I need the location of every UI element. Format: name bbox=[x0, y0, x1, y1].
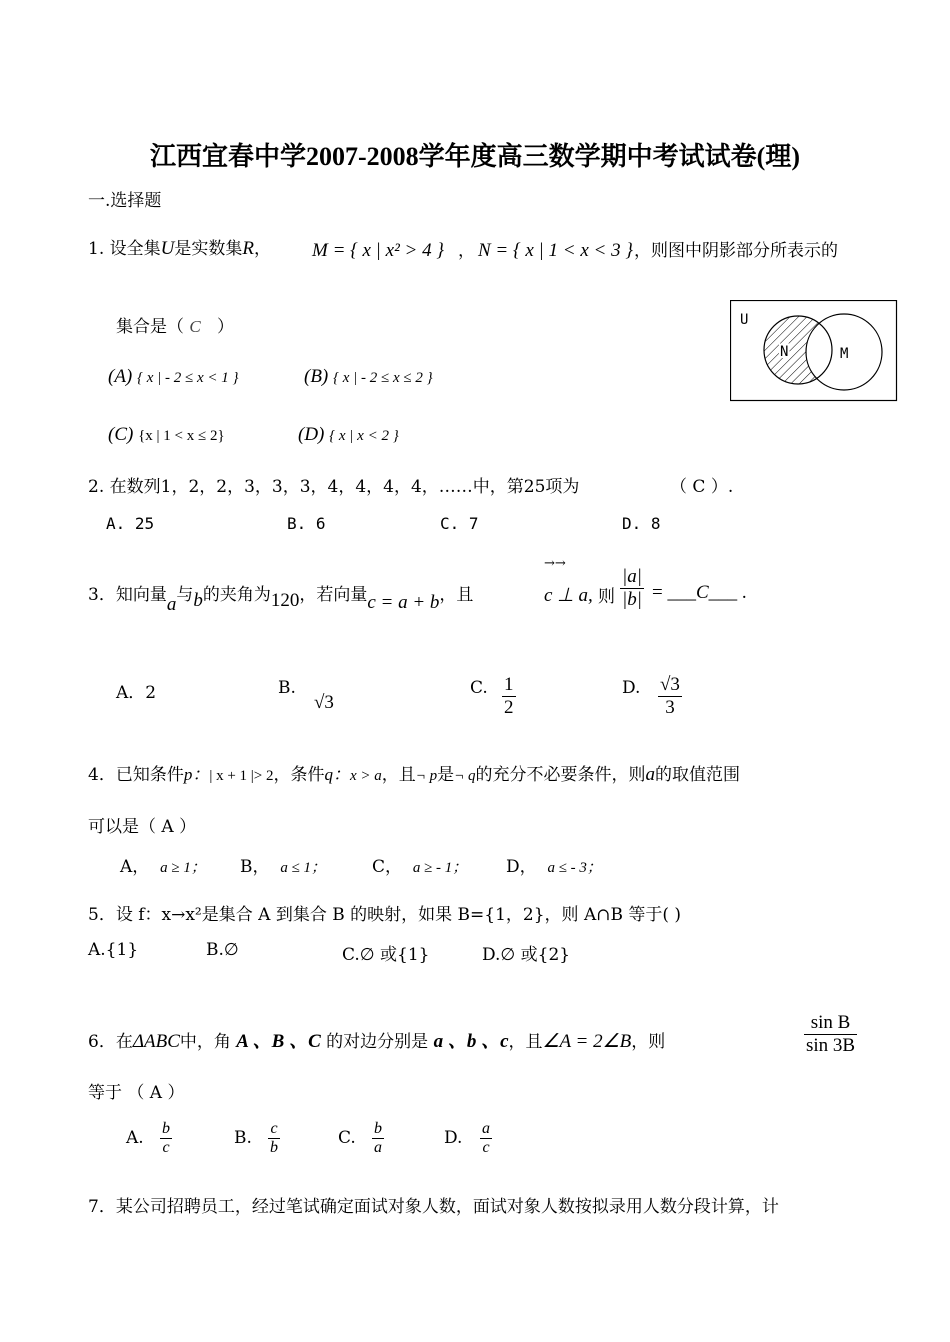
venn-diagram bbox=[730, 300, 898, 402]
question-3-text: 3．知向量a与b的夹角为120，若向量c = a + b，且 bbox=[88, 585, 474, 615]
question-5: 5．设 f：x→x²是集合 A 到集合 B 的映射，如果 B={1，2}，则 A∩B 等于( ) bbox=[88, 905, 682, 925]
q6-option-d-label: D. bbox=[444, 1128, 463, 1148]
q1-option-d: (D) { x | x < 2 } bbox=[298, 424, 399, 445]
set-n-expression: N = { x | 1 < x < 3 } bbox=[478, 240, 633, 261]
q3-option-c-label: C. bbox=[470, 678, 488, 698]
question-6-line-1: 6．在ΔABC中，角 A 、B 、C 的对边分别是 a 、b 、c，且∠A = 2∠B，则 bbox=[88, 1031, 666, 1052]
q6-option-a-label: A. bbox=[126, 1128, 144, 1148]
ratio-equals: = ___C___ . bbox=[652, 582, 747, 603]
venn-label-m: M bbox=[840, 346, 849, 362]
question-1-answer: C bbox=[189, 317, 201, 336]
q2-option-b: B. 6 bbox=[287, 514, 326, 533]
question-2-answer: （ C ）. bbox=[670, 477, 734, 497]
q2-option-c: C. 7 bbox=[440, 514, 479, 533]
set-m-expression: M = { x | x² > 4 } bbox=[312, 240, 444, 261]
q3-option-d-label: D. bbox=[622, 678, 641, 698]
q3-option-b: √3 bbox=[314, 692, 334, 713]
q6-option-c: $\frac{b}{a}$ bbox=[374, 1120, 382, 1157]
q5-option-a: A.{1} bbox=[88, 940, 139, 960]
q1-option-a: (A) { x | - 2 ≤ x < 1 } bbox=[108, 366, 239, 387]
q6-option-a: $\frac{b}{c}$ bbox=[162, 1120, 170, 1157]
q4-option-b: B， a ≤ 1； bbox=[240, 857, 327, 877]
question-4-line-2: 可以是（ A ） bbox=[88, 817, 197, 837]
q5-option-c: C.∅ 或{1} bbox=[342, 945, 430, 965]
question-2: 2. 在数列1，2，2，3，3，3，4，4，4，4，……中，第25项为 bbox=[88, 477, 580, 497]
vector-arrows: →→ bbox=[544, 556, 566, 571]
q1-option-b: (B) { x | - 2 ≤ x ≤ 2 } bbox=[304, 366, 433, 387]
page-title: 江西宜春中学2007-2008学年度高三数学期中考试试卷(理) bbox=[150, 142, 800, 171]
question-1-line-1-tail: ，则图中阴影部分所表示的 bbox=[634, 241, 838, 261]
q6-sine-ratio: $\frac{\text{sin B}}{\sin 3B}$ bbox=[806, 1012, 856, 1056]
question-1-line-2: 集合是（ C ） bbox=[116, 317, 234, 337]
q2-option-d: D. 8 bbox=[622, 514, 661, 533]
q5-option-b: B.∅ bbox=[206, 940, 239, 960]
section-heading: 一.选择题 bbox=[88, 191, 162, 211]
q6-option-b: $\frac{c}{b}$ bbox=[270, 1120, 278, 1157]
q1-option-c: (C) {x | 1 < x ≤ 2} bbox=[108, 424, 225, 445]
question-1-line-1: 1. 设全集U是实数集R， bbox=[88, 238, 271, 259]
q6-option-b-label: B. bbox=[234, 1128, 252, 1148]
question-6-line-2: 等于 （ A ） bbox=[88, 1083, 185, 1103]
q4-option-d: D， a ≤ - 3； bbox=[506, 857, 602, 877]
q5-option-d: D.∅ 或{2} bbox=[482, 945, 571, 965]
question-4-line-1: 4．已知条件p：| x + 1 |> 2，条件q：x > a，且¬ p是¬ q的充分不必要条件，则a的取值范围 bbox=[88, 764, 741, 785]
q3-option-c: $\frac{1}{2}$ bbox=[504, 674, 514, 718]
q3-option-d: $\frac{√3}{3}$ bbox=[660, 674, 680, 718]
question-7: 7．某公司招聘员工，经过笔试确定面试对象人数，面试对象人数按拟录用人数分段计算，计 bbox=[88, 1197, 779, 1217]
ratio-fraction: $\frac{|a|}{|b|}$ bbox=[622, 566, 642, 610]
q6-option-c-label: C. bbox=[338, 1128, 356, 1148]
venn-label-n: N bbox=[780, 344, 789, 360]
q3-option-b-label: B. bbox=[278, 678, 296, 698]
question-3-answer: C bbox=[695, 582, 709, 603]
then-word: 则 bbox=[598, 587, 615, 607]
q2-option-a: A. 25 bbox=[106, 514, 155, 533]
venn-label-u: U bbox=[740, 312, 749, 328]
perpendicular-condition: c ⊥ a, bbox=[544, 585, 593, 606]
q3-option-a: A．2 bbox=[116, 683, 157, 703]
q4-option-a: A， a ≥ 1； bbox=[120, 857, 206, 877]
q6-option-d: $\frac{a}{c}$ bbox=[482, 1120, 490, 1157]
separator-comma: ， bbox=[458, 241, 475, 261]
q4-option-c: C， a ≥ - 1； bbox=[372, 857, 468, 877]
